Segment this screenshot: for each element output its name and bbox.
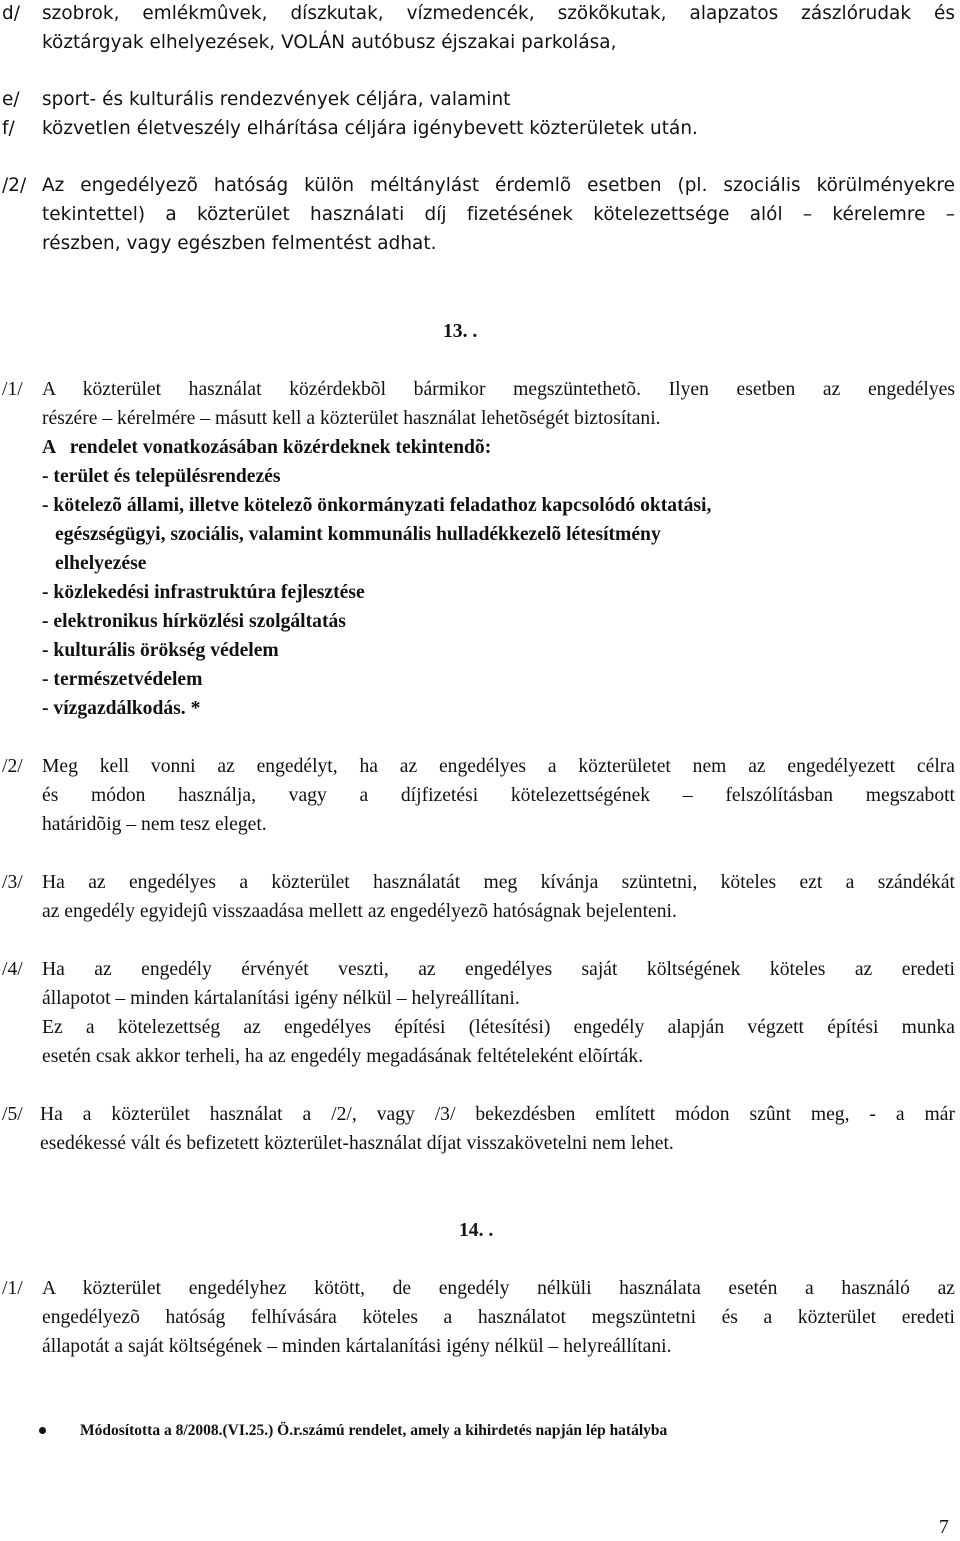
item-marker-d: d/ [2, 3, 20, 24]
paragraph-line: részben, vagy egészben felmentést adhat. [42, 233, 437, 254]
paragraph-marker: /1/ [2, 1278, 23, 1299]
paragraph-line: Ez a kötelezettség az engedélyes építési (létesítési) engedély alapján végzett építési munka [42, 1017, 955, 1038]
public-interest-item: elhelyezése [55, 553, 147, 574]
paragraph-line: tekintettel) a közterület használati díj fizetésének kötelezettsége alól – kérelemre – [42, 204, 955, 225]
public-interest-item: - kulturális örökség védelem [42, 640, 279, 661]
item-f-line-1: közvetlen életveszély elhárítása céljára igénybevett közterületek után. [42, 118, 698, 139]
paragraph-line: és módon használja, vagy a díjfizetési kötelezettségének – felszólításban megszabott [42, 785, 955, 806]
paragraph-line: Meg kell vonni az engedélyt, ha az engedélyes a közterületet nem az engedélyezett célra [42, 756, 955, 777]
public-interest-item: egészségügyi, szociális, valamint kommunális hulladékkezelõ létesítmény [55, 524, 661, 545]
paragraph-line: esedékessé vált és befizetett közterület-használat díjat visszakövetelni nem lehet. [40, 1133, 674, 1154]
bullet-icon [39, 1427, 46, 1434]
paragraph-line: engedélyezõ hatóság felhívására köteles a használatot megszüntetni és a közterület eredeti [42, 1307, 955, 1328]
paragraph-line: A közterület engedélyhez kötött, de engedély nélküli használata esetén a használó az [42, 1278, 955, 1299]
paragraph-marker: /1/ [2, 379, 23, 400]
paragraph-marker: /2/ [2, 756, 23, 777]
paragraph-line: A közterület használat közérdekbõl bármikor megszüntethetõ. Ilyen esetben az engedélyes [42, 379, 955, 400]
paragraph-line: részére – kérelmére – másutt kell a közterület használat lehetõségét biztosítani. [42, 408, 661, 429]
section-heading-13: 13. . [443, 321, 478, 342]
paragraph-line: Ha az engedélyes a közterület használatát meg kívánja szüntetni, köteles ezt a szándékát [42, 872, 955, 893]
item-e-line-1: sport- és kulturális rendezvények céljára, valamint [42, 89, 511, 110]
paragraph-line: állapotot – minden kártalanítási igény nélkül – helyreállítani. [42, 988, 520, 1009]
public-interest-item: - terület és településrendezés [42, 466, 281, 487]
paragraph-line: Ha a közterület használat a /2/, vagy /3/ bekezdésben említett módon szûnt meg, - a már [40, 1104, 955, 1125]
paragraph-line: Ha az engedély érvényét veszti, az engedélyes saját költségének köteles az eredeti [42, 959, 955, 980]
item-d-line-2: köztárgyak elhelyezések, VOLÁN autóbusz éjszakai parkolása, [42, 32, 617, 53]
paragraph-line: esetén csak akkor terheli, ha az engedély megadásának feltételeként elõírták. [42, 1046, 644, 1067]
section-heading-14: 14. . [459, 1220, 494, 1241]
item-d-line-1: szobrok, emlékmûvek, díszkutak, vízmedencék, szökõkutak, alapzatos zászlórudak és [42, 3, 955, 24]
paragraph-line: az engedély egyidejû visszaadása mellett az engedélyezõ hatóságnak bejelenteni. [42, 901, 677, 922]
public-interest-item: - elektronikus hírközlési szolgáltatás [42, 611, 346, 632]
public-interest-item: - természetvédelem [42, 669, 203, 690]
item-marker-e: e/ [2, 89, 20, 110]
paragraph-marker: /2/ [2, 175, 27, 196]
item-marker-f: f/ [2, 118, 15, 139]
paragraph-line: állapotát a saját költségének – minden kártalanítási igény nélkül – helyreállítani. [42, 1336, 672, 1357]
paragraph-line: határidõig – nem tesz eleget. [42, 814, 267, 835]
public-interest-item: - vízgazdálkodás. * [42, 698, 201, 719]
paragraph-line: Az engedélyezõ hatóság külön méltánylást érdemlõ esetben (pl. szociális körülményekre [42, 175, 955, 196]
paragraph-marker: /5/ [2, 1104, 23, 1125]
paragraph-marker: /3/ [2, 872, 23, 893]
paragraph-marker: /4/ [2, 959, 23, 980]
public-interest-item: - kötelezõ állami, illetve kötelezõ önkormányzati feladathoz kapcsolódó oktatási, [42, 495, 712, 516]
public-interest-intro: A rendelet vonatkozásában közérdeknek tekintendõ: [42, 437, 492, 458]
public-interest-item: - közlekedési infrastruktúra fejlesztése [42, 582, 365, 603]
page-number: 7 [939, 1517, 949, 1538]
footnote: Módosította a 8/2008.(VI.25.) Ö.r.számú rendelet, amely a kihirdetés napján lép hatályba [80, 1422, 668, 1439]
